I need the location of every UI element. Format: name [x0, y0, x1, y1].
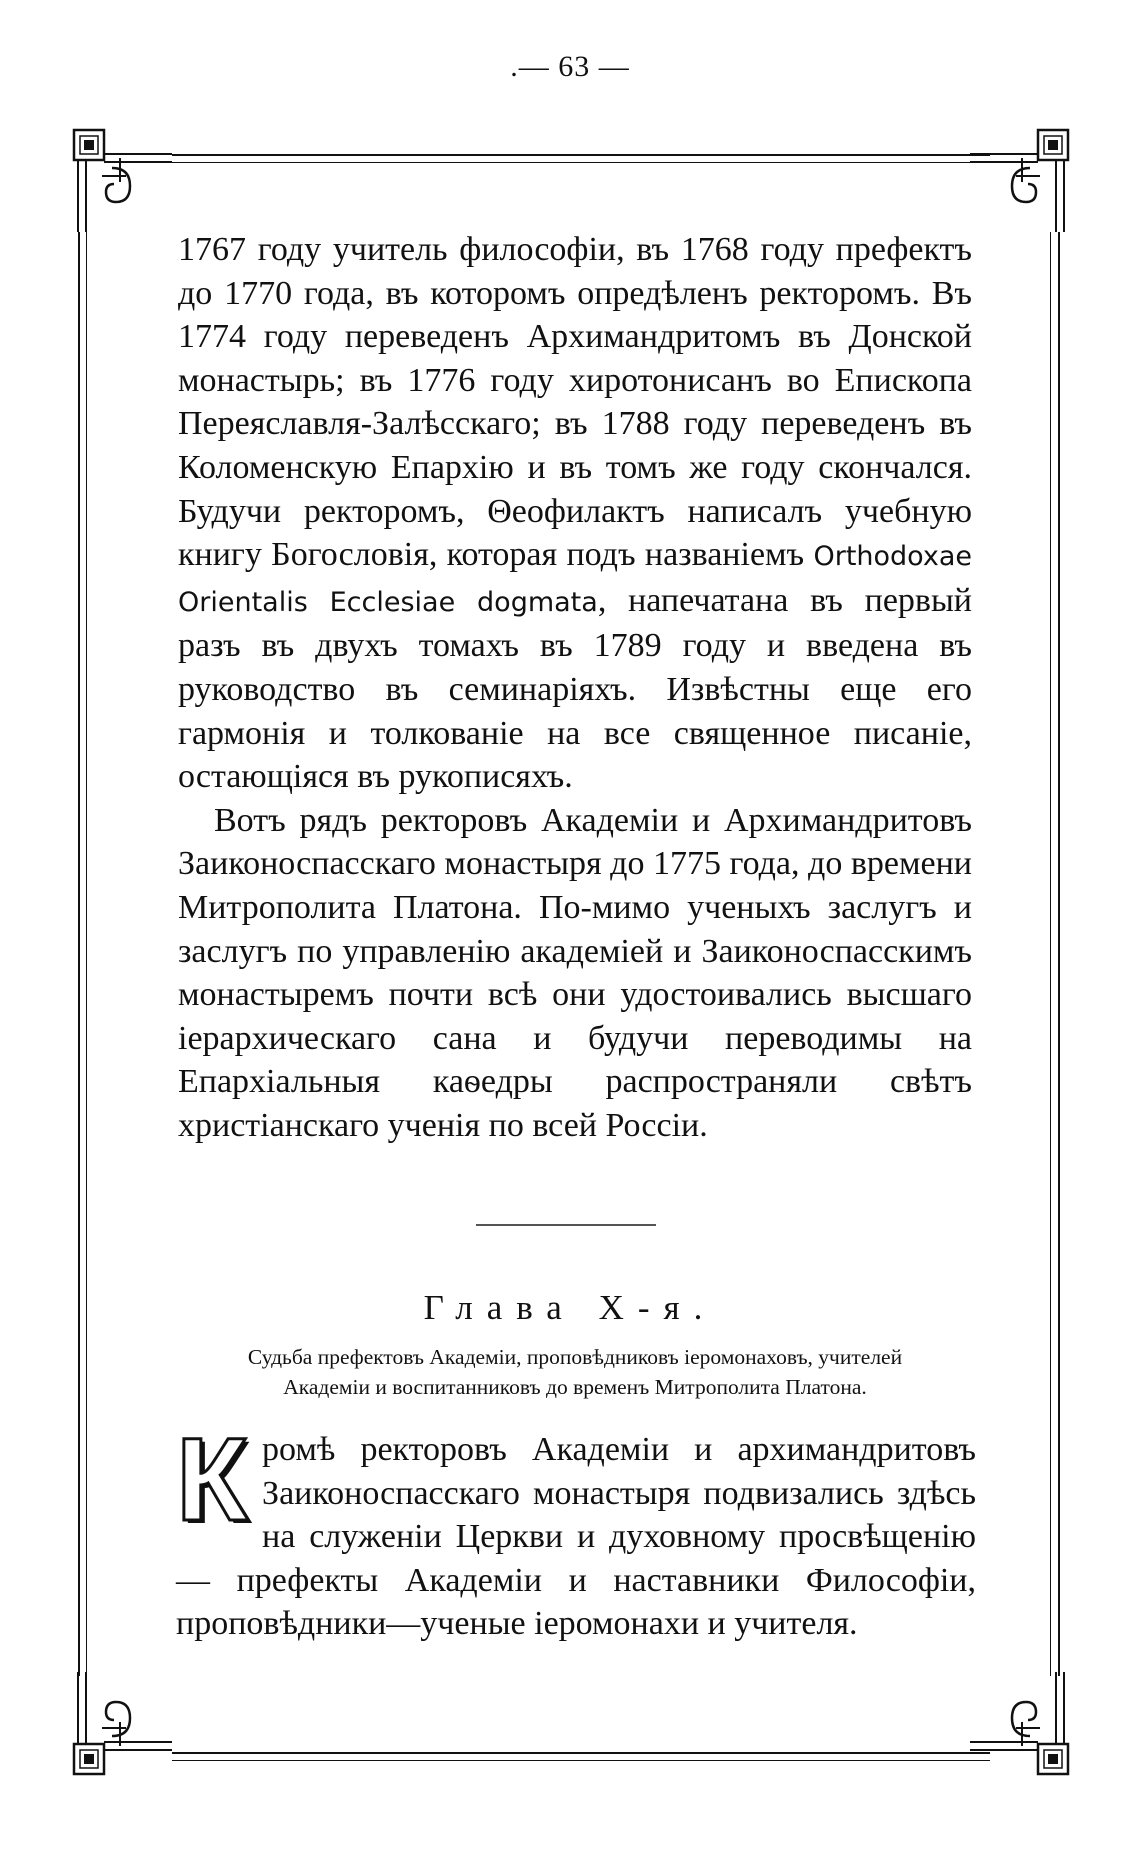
chapter-subtitle [160, 1342, 990, 1402]
paragraph-1-continuation: , напечатана въ первый разъ въ двухъ томахъ въ 1789 году и введена въ руководство въ семинаріяхъ. Извѣстны еще его гармонія и толкованіе на все священное писаніе, остающіяся въ рукописяхъ. [178, 581, 973, 796]
chapter-opening-paragraph: ромѣ ректоровъ Академіи и архимандритовъ Заиконоспасскаго монастыря подвизались здѣсь на служеніи Церкви и духовному просвѣщенію— префекты Академіи и наставники Философіи, проповѣдники—ученые іеромонахи и учителя. [176, 1431, 976, 1643]
corner-ornament-top-left [72, 128, 176, 232]
paragraph-1-text: 1767 году учитель философіи, въ 1768 году префектъ до 1770 года, въ которомъ опредѣленъ ректоромъ. Въ 1774 году переведенъ Архимандритомъ въ Донской монастырь; въ 1776 году хиротонисанъ во Епископа Переяславля-Залѣсскаго; въ 1788 году переведенъ въ Коломенскую Епархію и въ томъ же году скончался. Будучи ректоромъ, Θеофилактъ написалъ учебную книгу Богословія, которая подъ названіемъ [178, 231, 972, 574]
paragraph-2: Вотъ рядъ ректоровъ Академіи и Архимандритовъ Заиконоспасскаго монастыря до 1775 года, до времени Митрополита Платона. По-мимо ученыхъ заслугъ и заслугъ по управленію академіей и Заиконоспасскимъ монастыремъ почти всѣ они удостоивались высшаго іерархическаго сана и будучи переводимы на Епархіальныя каѳедры распространяли свѣтъ христіанскаго ученія по всей Россіи. [178, 801, 972, 1144]
section-divider [476, 1224, 656, 1226]
chapter-subtitle-line-1: Судьба префектовъ Академіи, проповѣдниковъ іеромонаховъ, учителей [247, 1345, 903, 1369]
frame-bottom-border [172, 1752, 990, 1754]
frame-right-border-thin [1050, 232, 1051, 1676]
frame-top-border [172, 154, 990, 156]
main-text [178, 228, 972, 1147]
drop-cap: К [176, 1414, 249, 1546]
corner-ornament-bottom-left [72, 1672, 176, 1776]
paragraph-1 [178, 228, 972, 799]
frame-right-border [1058, 232, 1060, 1676]
chapter-subtitle-line-2: Академіи и воспитанниковъ до временъ Митрополита Платона. [283, 1375, 867, 1399]
corner-ornament-bottom-right [966, 1672, 1070, 1776]
frame-bottom-border-thin [172, 1760, 990, 1761]
frame-top-border-thin [172, 162, 990, 163]
page-number: .— 63 — [510, 50, 630, 83]
frame-left-border-thin [86, 232, 87, 1676]
chapter-title: Глава Х-я. [423, 1288, 717, 1327]
corner-ornament-top-right [966, 128, 1070, 232]
frame-left-border [78, 232, 80, 1676]
latin-title: Orthodoxae Orientalis Ecclesiae dogmata [178, 541, 973, 618]
chapter-opening [176, 1414, 976, 1646]
